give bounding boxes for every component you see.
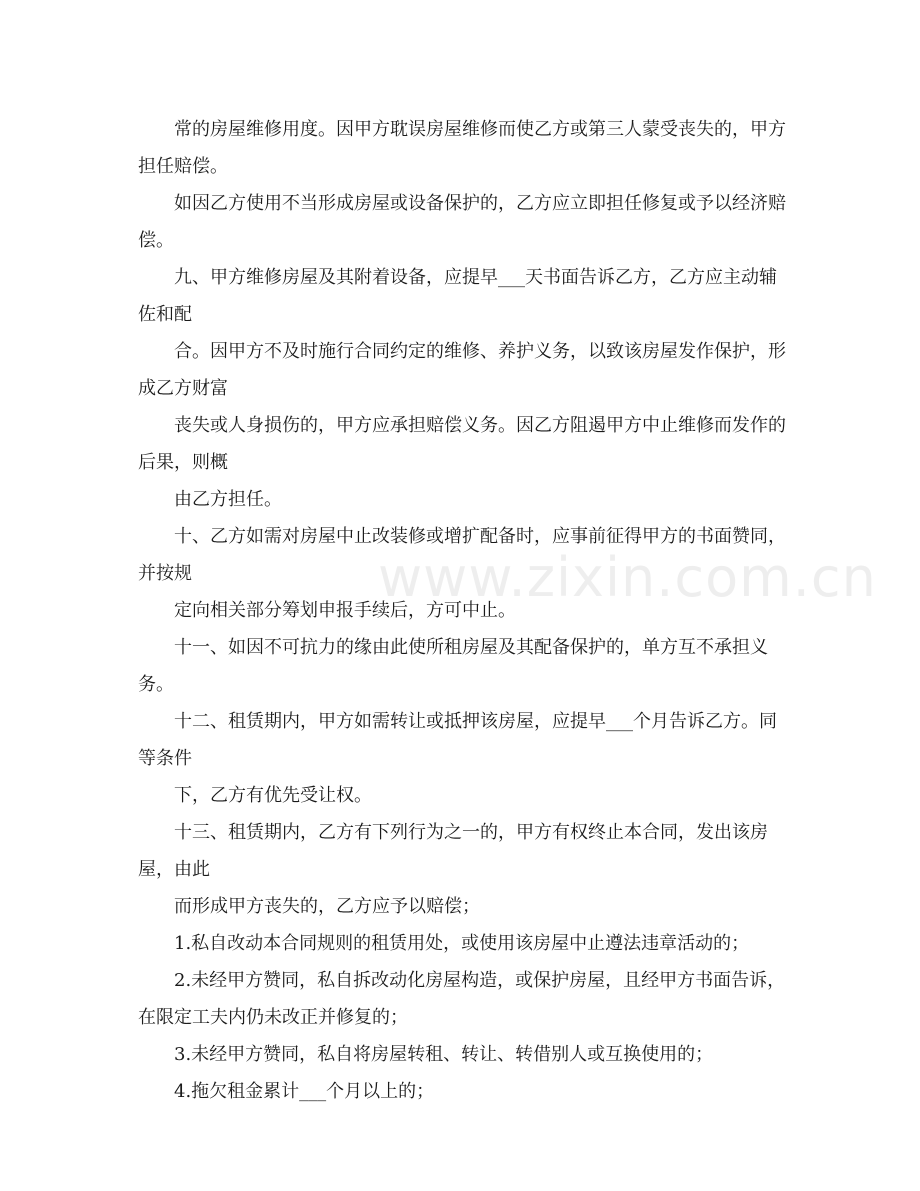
paragraph: 1.私自改动本合同规则的租赁用处，或使用该房屋中止遵法违章活动的； (174, 933, 750, 954)
paragraph: 3.未经甲方赞同，私自将房屋转租、转让、转借别人或互换使用的； (174, 1044, 714, 1065)
paragraph: 合。因甲方不及时施行合同约定的维修、养护义务，以致该房屋发作保护，形成乙方财富 (138, 341, 786, 399)
paragraph: 常的房屋维修用度。因甲方耽误房屋维修而使乙方或第三人蒙受丧失的，甲方担任赔偿。 (138, 119, 786, 177)
paragraph: 十一、如因不可抗力的缘由此使所租房屋及其配备保护的，单方互不承担义务。 (138, 637, 768, 695)
paragraph: 丧失或人身损伤的，甲方应承担赔偿义务。因乙方阻遏甲方中止维修而发作的后果，则概 (138, 415, 786, 473)
paragraph: 4.拖欠租金累计___个月以上的； (174, 1081, 435, 1102)
paragraph: 2.未经甲方赞同，私自拆改动化房屋构造，或保护房屋，且经甲方书面告诉，在限定工夫内仍未改正并修复的； (138, 970, 786, 1028)
paragraph: 十、乙方如需对房屋中止改装修或增扩配备时，应事前征得甲方的书面赞同，并按规 (138, 526, 786, 584)
paragraph: 定向相关部分筹划申报手续后，方可中止。 (174, 600, 516, 621)
document-body (138, 111, 788, 1110)
paragraph: 十三、租赁期内，乙方有下列行为之一的，甲方有权终止本合同，发出该房屋，由此 (138, 822, 768, 880)
paragraph: 九、甲方维修房屋及其附着设备，应提早___天书面告诉乙方，乙方应主动辅佐和配 (138, 267, 777, 325)
paragraph: 而形成甲方丧失的，乙方应予以赔偿； (174, 896, 480, 917)
paragraph: 十二、租赁期内，甲方如需转让或抵押该房屋，应提早___个月告诉乙方。同等条件 (138, 711, 777, 769)
watermark: www.zixin.com.cn (378, 546, 877, 609)
paragraph: 由乙方担任。 (174, 489, 282, 510)
paragraph: 下，乙方有优先受让权。 (174, 785, 372, 806)
paragraph: 如因乙方使用不当形成房屋或设备保护的，乙方应立即担任修复或予以经济赔偿。 (138, 193, 786, 251)
